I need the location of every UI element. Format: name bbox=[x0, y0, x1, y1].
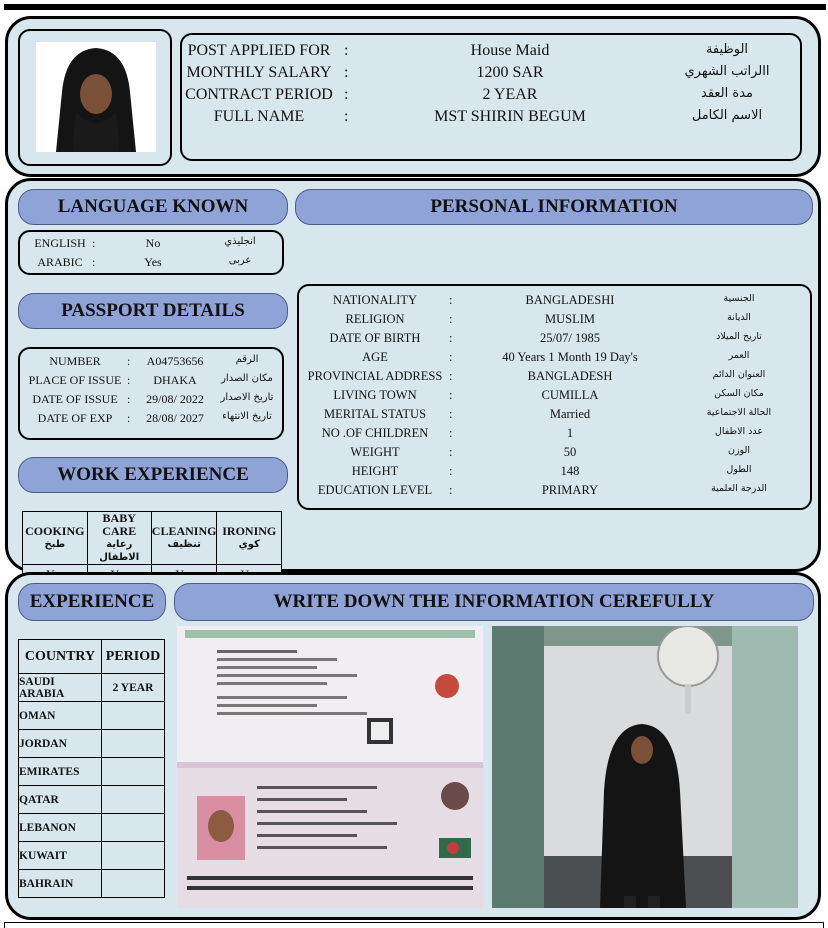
experience-row bbox=[19, 730, 165, 758]
colon-separator: : bbox=[449, 445, 453, 459]
colon-separator: : bbox=[127, 354, 131, 368]
personal-info-box bbox=[297, 284, 812, 510]
personal-value: 50 bbox=[563, 445, 577, 459]
work-skill-name: BABY CARE bbox=[102, 511, 137, 538]
passport-value: 28/08/ 2027 bbox=[146, 411, 204, 425]
experience-period bbox=[102, 702, 165, 730]
personal-value: 25/07/ 1985 bbox=[539, 331, 601, 345]
experience-country: EMIRATES bbox=[19, 758, 102, 786]
experience-row bbox=[19, 814, 165, 842]
language-label: ARABIC bbox=[37, 255, 83, 269]
header-value: House Maid bbox=[470, 42, 550, 59]
personal-label: DATE OF BIRTH bbox=[329, 331, 421, 345]
portrait-photo bbox=[36, 42, 156, 152]
experience-country: QATAR bbox=[19, 786, 102, 814]
passport-arabic: تاريخ الاصدار bbox=[220, 392, 274, 403]
personal-label: WEIGHT bbox=[350, 445, 400, 459]
personal-row bbox=[299, 312, 810, 331]
experience-country: OMAN bbox=[19, 702, 102, 730]
header-row bbox=[182, 108, 800, 130]
passport-label: NUMBER bbox=[49, 354, 101, 368]
colon-separator: : bbox=[449, 331, 453, 345]
passport-value: A04753656 bbox=[146, 354, 204, 368]
colon-separator: : bbox=[344, 108, 349, 125]
colon-separator: : bbox=[344, 86, 349, 103]
colon-separator: : bbox=[449, 407, 453, 421]
instruction-banner: WRITE DOWN THE INFORMATION CEREFULLY bbox=[174, 583, 814, 621]
experience-country: JORDAN bbox=[19, 730, 102, 758]
personal-label: RELIGION bbox=[345, 312, 405, 326]
experience-period: 2 YEAR bbox=[102, 674, 165, 702]
experience-row bbox=[19, 842, 165, 870]
experience-country: KUWAIT bbox=[19, 842, 102, 870]
personal-row bbox=[299, 464, 810, 483]
experience-section bbox=[5, 572, 821, 920]
personal-value: 40 Years 1 Month 19 Day's bbox=[502, 350, 638, 364]
colon-separator: : bbox=[344, 64, 349, 81]
colon-separator: : bbox=[344, 42, 349, 59]
personal-row bbox=[299, 445, 810, 464]
colon-separator: : bbox=[449, 369, 453, 383]
language-row bbox=[20, 255, 282, 274]
work-title: WORK EXPERIENCE bbox=[18, 457, 288, 493]
colon-separator: : bbox=[92, 236, 96, 250]
personal-row bbox=[299, 388, 810, 407]
language-value: No bbox=[145, 236, 161, 250]
language-arabic: انجليذي bbox=[224, 236, 256, 247]
personal-arabic: الحالة الاجتماعية bbox=[706, 407, 772, 418]
header-label: POST APPLIED FOR bbox=[187, 42, 331, 59]
language-label: ENGLISH bbox=[34, 236, 86, 250]
header-label: MONTHLY SALARY bbox=[186, 64, 332, 81]
personal-row bbox=[299, 483, 810, 502]
header-arabic: مدة العقد bbox=[701, 86, 753, 101]
experience-row bbox=[19, 674, 165, 702]
passport-label: DATE OF EXP bbox=[37, 411, 113, 425]
experience-row bbox=[19, 870, 165, 898]
experience-country: LEBANON bbox=[19, 814, 102, 842]
personal-arabic: عدد الاطفال bbox=[714, 426, 764, 437]
personal-row bbox=[299, 331, 810, 350]
personal-arabic: العنوان الدائم bbox=[712, 369, 766, 380]
personal-arabic: الديانة bbox=[727, 312, 751, 323]
header-arabic: الاسم الكامل bbox=[691, 108, 763, 123]
work-skill-arabic: تنظيف bbox=[167, 539, 201, 550]
work-skill-header bbox=[151, 512, 217, 565]
header-row bbox=[182, 42, 800, 64]
work-skill-header bbox=[87, 512, 151, 565]
header-value: 1200 SAR bbox=[476, 64, 544, 81]
colon-separator: : bbox=[449, 426, 453, 440]
personal-row bbox=[299, 293, 810, 312]
passport-title: PASSPORT DETAILS bbox=[18, 293, 288, 329]
language-title: LANGUAGE KNOWN bbox=[18, 189, 288, 225]
header-value: 2 YEAR bbox=[482, 86, 538, 103]
colon-separator: : bbox=[92, 255, 96, 269]
colon-separator: : bbox=[449, 293, 453, 307]
experience-table bbox=[18, 639, 165, 898]
header-label: CONTRACT PERIOD bbox=[185, 86, 333, 103]
passport-arabic: مكان الصدار bbox=[221, 373, 273, 384]
work-skill-header bbox=[23, 512, 88, 565]
passport-arabic: تاريخ الانتهاء bbox=[222, 411, 272, 422]
personal-value: 1 bbox=[566, 426, 574, 440]
passport-label: DATE OF ISSUE bbox=[32, 392, 118, 406]
passport-value: DHAKA bbox=[153, 373, 197, 387]
personal-value: CUMILLA bbox=[541, 388, 599, 402]
header-info-box bbox=[180, 33, 802, 161]
colon-separator: : bbox=[127, 411, 131, 425]
experience-title: EXPERIENCE bbox=[18, 583, 166, 621]
experience-period bbox=[102, 814, 165, 842]
bottom-page-edge bbox=[4, 922, 824, 928]
experience-row bbox=[19, 758, 165, 786]
work-skill-name: IRONING bbox=[222, 524, 277, 538]
personal-arabic: الطول bbox=[726, 464, 752, 475]
personal-value: 148 bbox=[560, 464, 580, 478]
personal-label: NO .OF CHILDREN bbox=[321, 426, 429, 440]
experience-period bbox=[102, 758, 165, 786]
experience-row bbox=[19, 786, 165, 814]
passport-scan-image bbox=[177, 626, 483, 908]
experience-period bbox=[102, 870, 165, 898]
top-border-bar bbox=[4, 4, 826, 10]
experience-country: SAUDI ARABIA bbox=[19, 674, 102, 702]
language-box bbox=[18, 230, 284, 275]
work-skill-name: COOKING bbox=[25, 524, 85, 538]
header-arabic: الوظيفة bbox=[705, 42, 749, 57]
colon-separator: : bbox=[449, 312, 453, 326]
colon-separator: : bbox=[449, 388, 453, 402]
full-body-photo bbox=[492, 626, 798, 908]
experience-period bbox=[102, 842, 165, 870]
work-skill-header bbox=[217, 512, 282, 565]
experience-period bbox=[102, 786, 165, 814]
passport-value: 29/08/ 2022 bbox=[146, 392, 204, 406]
work-skill-name: CLEANING bbox=[151, 524, 217, 538]
portrait-frame bbox=[18, 29, 172, 166]
personal-arabic: مكان السكن bbox=[714, 388, 764, 399]
personal-label: LIVING TOWN bbox=[333, 388, 417, 402]
work-skill-arabic: كوي bbox=[238, 539, 260, 550]
experience-country: BAHRAIN bbox=[19, 870, 102, 898]
header-value: MST SHIRIN BEGUM bbox=[434, 108, 586, 125]
experience-row bbox=[19, 702, 165, 730]
experience-period bbox=[102, 730, 165, 758]
personal-label: AGE bbox=[362, 350, 388, 364]
personal-row bbox=[299, 350, 810, 369]
colon-separator: : bbox=[127, 392, 131, 406]
header-row bbox=[182, 64, 800, 86]
passport-row bbox=[20, 354, 282, 373]
personal-arabic: تاريخ الميلاد bbox=[716, 331, 762, 342]
personal-value: MUSLIM bbox=[544, 312, 595, 326]
work-skill-arabic: طبخ bbox=[44, 539, 66, 550]
personal-arabic: الجنسية bbox=[723, 293, 755, 304]
personal-value: BANGLADESH bbox=[527, 369, 613, 383]
passport-box bbox=[18, 347, 284, 440]
work-skill-arabic: رعاية الاطفال bbox=[99, 539, 140, 563]
personal-title: PERSONAL INFORMATION bbox=[295, 189, 813, 225]
passport-row bbox=[20, 373, 282, 392]
header-label: FULL NAME bbox=[213, 108, 305, 125]
language-arabic: عربى bbox=[228, 255, 252, 266]
colon-separator: : bbox=[127, 373, 131, 387]
personal-label: EDUCATION LEVEL bbox=[317, 483, 433, 497]
personal-label: NATIONALITY bbox=[332, 293, 417, 307]
colon-separator: : bbox=[449, 464, 453, 478]
personal-arabic: العمر bbox=[728, 350, 750, 361]
colon-separator: : bbox=[449, 483, 453, 497]
passport-arabic: الرقم bbox=[235, 354, 259, 365]
language-value: Yes bbox=[144, 255, 162, 269]
passport-row bbox=[20, 411, 282, 430]
details-section bbox=[5, 178, 821, 572]
personal-label: PROVINCIAL ADDRESS bbox=[307, 369, 443, 383]
personal-row bbox=[299, 369, 810, 388]
header-section bbox=[5, 16, 821, 177]
header-row bbox=[182, 86, 800, 108]
personal-arabic: الوزن bbox=[727, 445, 750, 456]
personal-label: HEIGHT bbox=[351, 464, 399, 478]
passport-row bbox=[20, 392, 282, 411]
passport-label: PLACE OF ISSUE bbox=[28, 373, 122, 387]
personal-value: BANGLADESHI bbox=[525, 293, 615, 307]
language-row bbox=[20, 236, 282, 255]
personal-label: MERITAL STATUS bbox=[323, 407, 427, 421]
personal-row bbox=[299, 407, 810, 426]
colon-separator: : bbox=[449, 350, 453, 364]
personal-row bbox=[299, 426, 810, 445]
personal-arabic: الدرجة العلمية bbox=[711, 483, 767, 494]
col-country-header: COUNTRY bbox=[19, 640, 102, 674]
personal-value: Married bbox=[549, 407, 591, 421]
col-period-header: PERIOD bbox=[102, 640, 165, 674]
personal-value: PRIMARY bbox=[541, 483, 599, 497]
header-arabic: االراتب الشهري bbox=[684, 64, 770, 79]
